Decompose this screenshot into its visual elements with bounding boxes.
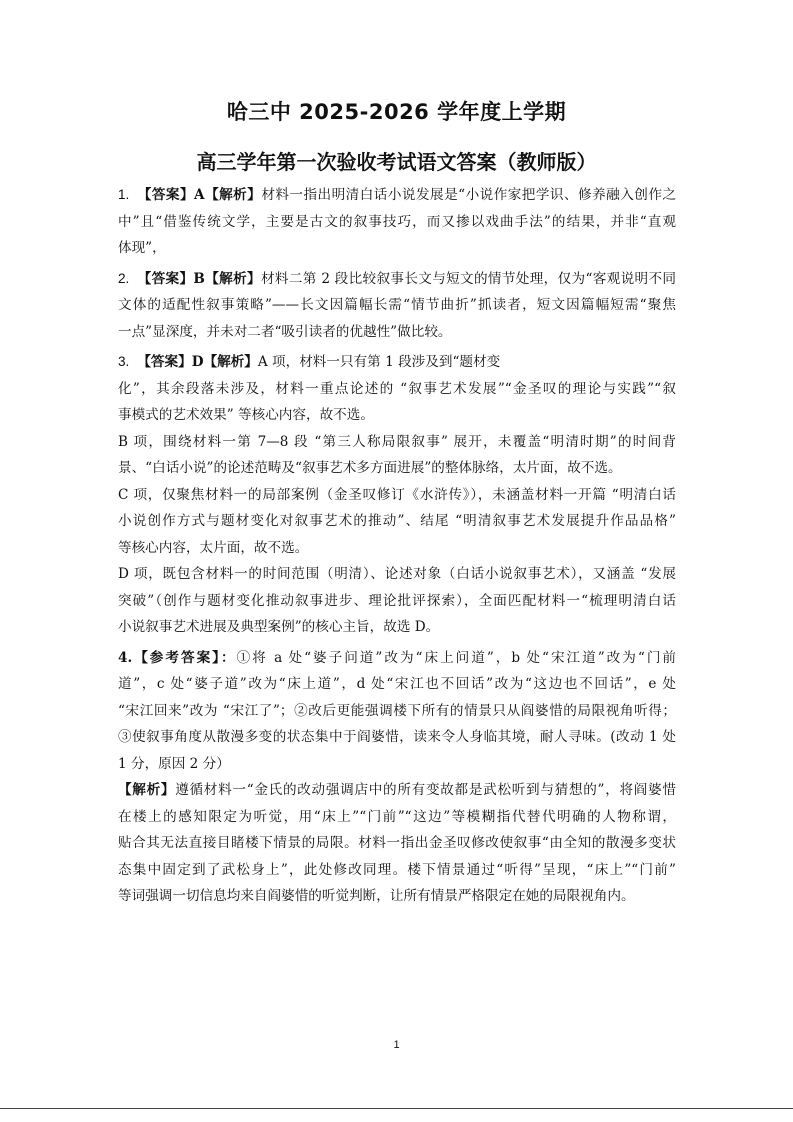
q3-option-c-line-3: 等核心内容，太片面，故不选。 xyxy=(118,539,309,556)
q4-analysis-line-1 xyxy=(118,777,676,804)
answer-body xyxy=(118,182,676,910)
q3-option-d-line-1: D 项，既包含材料一的时间范围（明清）、论述对象（白话小说叙事艺术），又涵盖 “发展 xyxy=(118,566,676,582)
q4-line-5: 1 分，原因 2 分） xyxy=(118,755,230,772)
q4-line-1 xyxy=(118,645,676,672)
q3-option-d-line-3: 小说叙事艺术进展及典型案例”的核心主旨，故选 D。 xyxy=(118,619,440,635)
q4-answer-tag: 【参考答案】： xyxy=(132,649,237,666)
q4-analysis-line-3: 贴合其无法直接目睹楼下情景的局限。材料一指出金圣叹修改使叙事“由全知的散漫多变状 xyxy=(118,835,676,851)
q2-number: 2. xyxy=(118,270,130,286)
q2-answer-tag: 【答案】B【解析】 xyxy=(137,270,261,287)
q3-option-d-line-2: 突破”（创作与题材变化推动叙事进步、理论批评探索），全面匹配材料一“梳理明清白话 xyxy=(118,592,676,609)
q4-analysis-line-4: 态集中固定到了武松身上”，此处修改同理。楼下情景通过“听得”呈现，“床上”“门前” xyxy=(118,861,676,878)
q3-option-b-line-2: 景、“白话小说”的论述范畴及“叙事艺术多方面进展”的整体脉络，太片面，故不选。 xyxy=(118,460,622,476)
q1-number: 1. xyxy=(118,187,130,202)
q3-number: 3. xyxy=(118,354,130,369)
q4-line-3: “宋江回来”改为 “宋江了”；②改后更能强调楼下所有的情景只从阎婆惜的局限视角听得； xyxy=(118,702,676,719)
question-1 xyxy=(118,182,676,262)
q3-option-c-line-1: C 项，仅聚焦材料一的局部案例（金圣叹修订《水浒传》），未涵盖材料一开篇 “明清白话 xyxy=(118,486,676,503)
q3-line-1 xyxy=(118,349,676,376)
q4-line-4: ③使叙事角度从散漫多变的状态集中于阎婆惜，读来令人身临其境，耐人寻味。(改动 1 处 xyxy=(118,729,676,745)
q3-option-c-line-2: 小说创作方式与题材变化对叙事艺术的推动”、结尾 “明清叙事艺术发展提升作品品格” xyxy=(118,513,676,529)
q3-line-3: 事模式的艺术效果” 等核心内容，故不选。 xyxy=(118,407,374,423)
document-title-school-term: 哈三中 2025-2026 学年度上学期 xyxy=(226,100,567,124)
q4-text-1: ①将 a 处“婆子问道”改为“床上问道”，b 处“宋江道”改为“门前 xyxy=(236,649,677,666)
q2-text-1: 材料二第 2 段比较叙事长文与短文的情节处理，仅为“客观说明不同 xyxy=(260,270,676,287)
q3-answer-tag: 【答案】D【解析】 xyxy=(137,354,258,370)
page-number: 1 xyxy=(393,1039,400,1051)
question-2 xyxy=(118,266,676,346)
q1-answer-tag: 【答案】A【解析】 xyxy=(137,187,262,203)
q1-line-2: 中”且“借鉴传统文学，主要是古文的叙事技巧，而又掺以戏曲手法”的结果，并非“直观 xyxy=(118,213,676,230)
q4-analysis-tag: 【解析】 xyxy=(118,782,176,798)
q1-text-1: 材料一指出明清白话小说发展是“小说作家把学识、修养融入创作之 xyxy=(261,187,677,203)
q4-number: 4. xyxy=(118,649,133,666)
q3-line-2: 化”，其余段落未涉及，材料一重点论述的 “叙事艺术发展”“金圣叹的理论与实践”“叙 xyxy=(118,380,676,397)
q3-option-b-line-1: B 项，围绕材料一第 7—8 段 “第三人称局限叙事” 展开，未覆盖“明清时期”的时间背 xyxy=(118,433,676,450)
q2-line-3: 一点”显深度，并未对二者“吸引读者的优越性”做比较。 xyxy=(118,323,452,340)
question-3 xyxy=(118,349,676,641)
document-title-exam: 高三学年第一次验收考试语文答案（教师版） xyxy=(196,150,597,174)
question-4 xyxy=(118,645,676,910)
page-bottom-rule xyxy=(0,1108,793,1109)
q2-line-2: 文体的适配性叙事策略”——长文因篇幅长需“情节曲折”抓读者，短文因篇幅短需“聚焦 xyxy=(118,297,676,313)
q3-text-1: A 项，材料一只有第 1 段涉及到“题材变 xyxy=(257,354,501,370)
q2-line-1 xyxy=(118,266,676,293)
q4-analysis-line-5: 等词强调一切信息均来自阎婆惜的听觉判断，让所有情景严格限定在她的局限视角内。 xyxy=(118,888,635,904)
q4-analysis-line-2: 在楼上的感知限定为听觉，用“床上”“门前”“这边”等模糊指代替代明确的人物称谓， xyxy=(118,808,676,825)
q1-line-3: 体现”， xyxy=(118,240,166,256)
q4-line-2: 道”，c 处“婆子道”改为“床上道”，d 处“宋江也不回话”改为“这边也不回话”，e 处 xyxy=(118,676,676,692)
q4-analysis-text-1: 遵循材料一“金氏的改动强调店中的所有变故都是武松听到与猜想的”，将阎婆惜 xyxy=(175,782,676,798)
q1-line-1 xyxy=(118,182,676,209)
